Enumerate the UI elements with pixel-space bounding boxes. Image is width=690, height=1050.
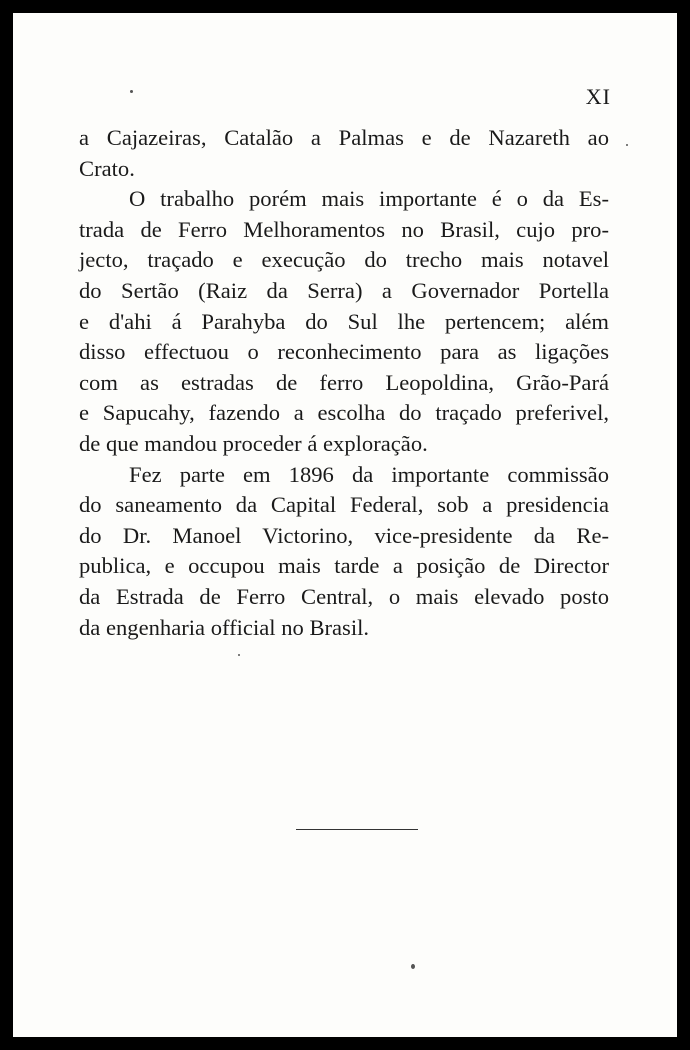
- text-line: trada de Ferro Melhoramentos no Brasil, cujo pro-: [79, 216, 609, 242]
- text-line: O trabalho porém mais importante é o da Es-: [129, 186, 609, 212]
- text-line: Fez parte em 1896 da importante commissão: [129, 461, 609, 487]
- paragraph-1: [79, 123, 609, 184]
- speck-mark: [238, 654, 240, 656]
- section-divider-rule: [296, 829, 418, 830]
- text-line: da Estrada de Ferro Central, o mais elevado posto: [79, 583, 609, 609]
- text-line: da engenharia official no Brasil.: [79, 614, 370, 640]
- text-line: Crato.: [79, 155, 135, 181]
- book-page: [13, 13, 677, 1037]
- text-line: do Sertão (Raiz da Serra) a Governador Portella: [79, 277, 609, 303]
- paragraph-3: [79, 460, 609, 644]
- text-line: com as estradas de ferro Leopoldina, Grão-Pará: [79, 369, 609, 395]
- speck-mark: [411, 964, 415, 969]
- text-line: publica, e occupou mais tarde a posição de Director: [79, 553, 609, 579]
- paragraph-2: [79, 184, 609, 459]
- text-line: do saneamento da Capital Federal, sob a presidencia: [79, 492, 609, 518]
- text-line: do Dr. Manoel Victorino, vice-presidente da Re-: [79, 522, 609, 548]
- text-line: e d'ahi á Parahyba do Sul lhe pertencem; além: [79, 308, 609, 334]
- body-text: [79, 123, 609, 643]
- speck-mark: [130, 90, 133, 93]
- page-number: XI: [585, 84, 611, 109]
- text-line: jecto, traçado e execução do trecho mais notavel: [79, 247, 609, 273]
- text-line: e Sapucahy, fazendo a escolha do traçado preferivel,: [79, 400, 609, 426]
- text-line: disso effectuou o reconhecimento para as ligações: [79, 339, 609, 365]
- text-line: a Cajazeiras, Catalão a Palmas e de Nazareth ao: [79, 125, 609, 150]
- speck-mark: [626, 144, 628, 146]
- text-line: de que mandou proceder á exploração.: [79, 430, 428, 456]
